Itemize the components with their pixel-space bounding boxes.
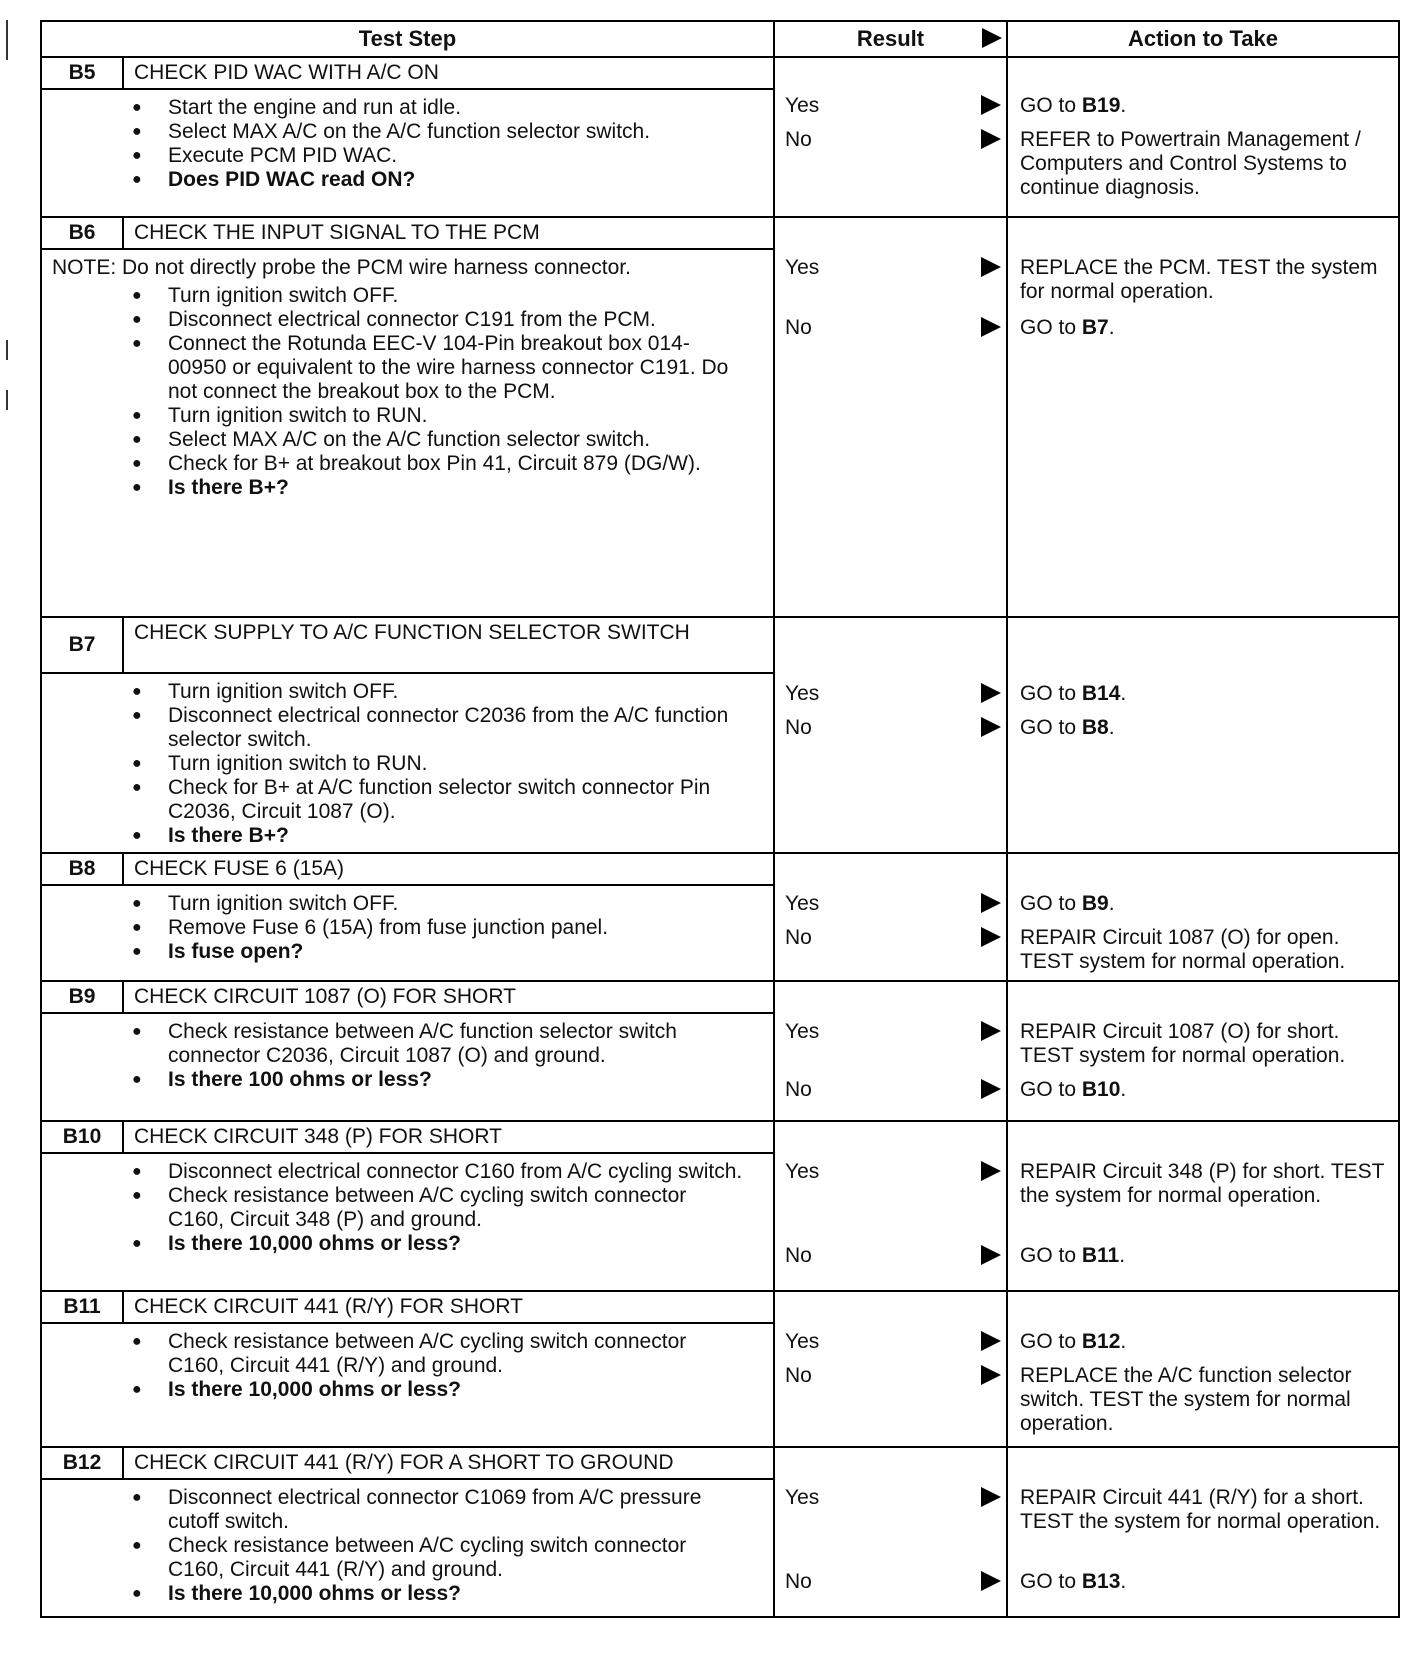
step-question: ● Is there 100 ohms or less?: [132, 1068, 743, 1092]
result-no: No: [785, 1078, 812, 1101]
action-no: GO to B11.: [1020, 1244, 1126, 1267]
step-item: ● Check resistance between A/C cycling switch connector C160, Circuit 441 (R/Y) and ground.: [132, 1534, 743, 1582]
action-no: GO to B7.: [1020, 316, 1115, 339]
result-no: No: [785, 1570, 812, 1593]
arrow-icon: [981, 717, 1001, 737]
step-title: CHECK CIRCUIT 1087 (O) FOR SHORT: [134, 985, 516, 1008]
action-yes: REPLACE the PCM. TEST the system for normal operation.: [1020, 256, 1378, 303]
step-reference: B12: [1081, 1330, 1121, 1353]
test-step-b8: [40, 854, 1400, 982]
action-yes: GO to B14.: [1020, 682, 1127, 705]
action-no: GO to B13.: [1020, 1570, 1127, 1593]
arrow-icon: [981, 1079, 1001, 1099]
step-reference: B8: [1081, 716, 1109, 739]
arrow-icon: [981, 893, 1001, 913]
arrow-icon: [981, 1487, 1001, 1507]
step-item: ● Disconnect electrical connector C1069 from A/C pressure cutoff switch.: [132, 1486, 743, 1534]
result-yes: Yes: [785, 1160, 820, 1183]
result-no: No: [785, 926, 812, 949]
result-no: No: [785, 1364, 812, 1387]
result-no: No: [785, 316, 812, 339]
step-item: ● Connect the Rotunda EEC-V 104-Pin breakout box 014-00950 or equivalent to the wire harness connector C191. Do not connect the breakout box to the PCM.: [132, 332, 743, 404]
result-yes: Yes: [785, 256, 820, 279]
step-item: ● Start the engine and run at idle.: [132, 96, 743, 120]
step-reference: B7: [1081, 316, 1109, 339]
arrow-icon: [981, 1021, 1001, 1041]
result-no: No: [785, 128, 812, 151]
step-question: ● Is there 10,000 ohms or less?: [132, 1582, 743, 1606]
arrow-icon: [981, 927, 1001, 947]
step-item: ● Turn ignition switch OFF.: [132, 892, 743, 916]
step-reference: B14: [1081, 682, 1121, 705]
action-yes: GO to B12.: [1020, 1330, 1127, 1353]
step-code: B9: [42, 982, 124, 1012]
step-code: B7: [42, 618, 124, 672]
result-yes: Yes: [785, 94, 820, 117]
test-step-b6: [40, 218, 1400, 618]
test-step-b5: [40, 58, 1400, 218]
step-item: ● Check resistance between A/C cycling switch connector C160, Circuit 441 (R/Y) and ground.: [132, 1330, 743, 1378]
step-title: CHECK SUPPLY TO A/C FUNCTION SELECTOR SWITCH: [134, 621, 690, 644]
step-item: ● Disconnect electrical connector C160 from A/C cycling switch.: [132, 1160, 743, 1184]
action-no: REFER to Powertrain Management / Computers and Control Systems to continue diagnosis.: [1020, 128, 1361, 199]
action-no: REPLACE the A/C function selector switch. TEST the system for normal operation.: [1020, 1364, 1352, 1435]
step-title: CHECK THE INPUT SIGNAL TO THE PCM: [134, 221, 540, 244]
result-no: No: [785, 716, 812, 739]
arrow-icon: [981, 1571, 1001, 1591]
result-yes: Yes: [785, 1020, 820, 1043]
action-no: REPAIR Circuit 1087 (O) for open. TEST system for normal operation.: [1020, 926, 1346, 973]
step-item: ● Turn ignition switch to RUN.: [132, 404, 743, 428]
step-reference: B9: [1081, 892, 1109, 915]
test-step-b12: [40, 1448, 1400, 1618]
action-yes: GO to B9.: [1020, 892, 1115, 915]
header-test-step: Test Step: [42, 22, 775, 56]
step-item: ● Turn ignition switch to RUN.: [132, 752, 743, 776]
table-header: [40, 20, 1400, 58]
step-question: ● Is there 10,000 ohms or less?: [132, 1232, 743, 1256]
step-item: ● Disconnect electrical connector C2036 from the A/C function selector switch.: [132, 704, 743, 752]
arrow-icon: [981, 257, 1001, 277]
step-item: ● Check for B+ at A/C function selector switch connector Pin C2036, Circuit 1087 (O).: [132, 776, 743, 824]
step-item: ● Remove Fuse 6 (15A) from fuse junction panel.: [132, 916, 743, 940]
test-step-b7: [40, 618, 1400, 854]
action-yes: REPAIR Circuit 348 (P) for short. TEST the system for normal operation.: [1020, 1160, 1385, 1207]
result-yes: Yes: [785, 1330, 820, 1353]
arrow-icon: [981, 683, 1001, 703]
step-code: B8: [42, 854, 124, 884]
step-item: ● Turn ignition switch OFF.: [132, 284, 743, 308]
step-item: ● Check for B+ at breakout box Pin 41, Circuit 879 (DG/W).: [132, 452, 743, 476]
step-question: ● Does PID WAC read ON?: [132, 168, 743, 192]
header-result: [775, 22, 1008, 56]
margin-mark: [6, 20, 8, 60]
action-yes: GO to B19.: [1020, 94, 1127, 117]
arrow-icon: [981, 95, 1001, 115]
margin-mark: [6, 340, 8, 360]
step-question: ● Is fuse open?: [132, 940, 743, 964]
result-yes: Yes: [785, 1486, 820, 1509]
test-step-b11: [40, 1292, 1400, 1448]
result-yes: Yes: [785, 682, 820, 705]
action-yes: REPAIR Circuit 1087 (O) for short. TEST system for normal operation.: [1020, 1020, 1346, 1067]
step-question: ● Is there 10,000 ohms or less?: [132, 1378, 743, 1402]
step-item: ● Check resistance between A/C cycling switch connector C160, Circuit 348 (P) and ground.: [132, 1184, 743, 1232]
step-reference: B10: [1081, 1078, 1121, 1101]
step-title: CHECK CIRCUIT 348 (P) FOR SHORT: [134, 1125, 502, 1148]
step-code: B10: [42, 1122, 124, 1152]
arrow-icon: [982, 28, 1002, 48]
header-result-label: Result: [856, 26, 925, 51]
step-question: ● Is there B+?: [132, 476, 743, 500]
step-item: ● Execute PCM PID WAC.: [132, 144, 743, 168]
test-step-b9: [40, 982, 1400, 1122]
action-no: GO to B8.: [1020, 716, 1115, 739]
arrow-icon: [981, 1245, 1001, 1265]
step-code: B12: [42, 1448, 124, 1478]
arrow-icon: [981, 1331, 1001, 1351]
step-code: B5: [42, 58, 124, 88]
step-code: B11: [42, 1292, 124, 1322]
step-title: CHECK CIRCUIT 441 (R/Y) FOR A SHORT TO GROUND: [134, 1451, 674, 1474]
header-action: Action to Take: [1128, 26, 1278, 51]
diagnostic-table: [40, 20, 1400, 1618]
step-note: NOTE: Do not directly probe the PCM wire harness connector.: [52, 256, 631, 279]
step-item: ● Select MAX A/C on the A/C function selector switch.: [132, 120, 743, 144]
margin-mark: [6, 390, 8, 410]
action-no: GO to B10.: [1020, 1078, 1127, 1101]
arrow-icon: [981, 1365, 1001, 1385]
step-title: CHECK PID WAC WITH A/C ON: [134, 61, 439, 84]
step-code: B6: [42, 218, 124, 248]
result-no: No: [785, 1244, 812, 1267]
step-item: ● Check resistance between A/C function selector switch connector C2036, Circuit 1087 (O) and ground.: [132, 1020, 743, 1068]
step-reference: B19: [1081, 94, 1121, 117]
action-yes: REPAIR Circuit 441 (R/Y) for a short. TEST the system for normal operation.: [1020, 1486, 1381, 1533]
test-step-b10: [40, 1122, 1400, 1292]
arrow-icon: [981, 129, 1001, 149]
step-item: ● Turn ignition switch OFF.: [132, 680, 743, 704]
step-item: ● Disconnect electrical connector C191 from the PCM.: [132, 308, 743, 332]
arrow-icon: [981, 1161, 1001, 1181]
step-title: CHECK CIRCUIT 441 (R/Y) FOR SHORT: [134, 1295, 523, 1318]
step-reference: B11: [1081, 1244, 1120, 1267]
step-item: ● Select MAX A/C on the A/C function selector switch.: [132, 428, 743, 452]
step-reference: B13: [1081, 1570, 1121, 1593]
step-title: CHECK FUSE 6 (15A): [134, 857, 345, 880]
step-question: ● Is there B+?: [132, 824, 743, 848]
result-yes: Yes: [785, 892, 820, 915]
arrow-icon: [981, 317, 1001, 337]
